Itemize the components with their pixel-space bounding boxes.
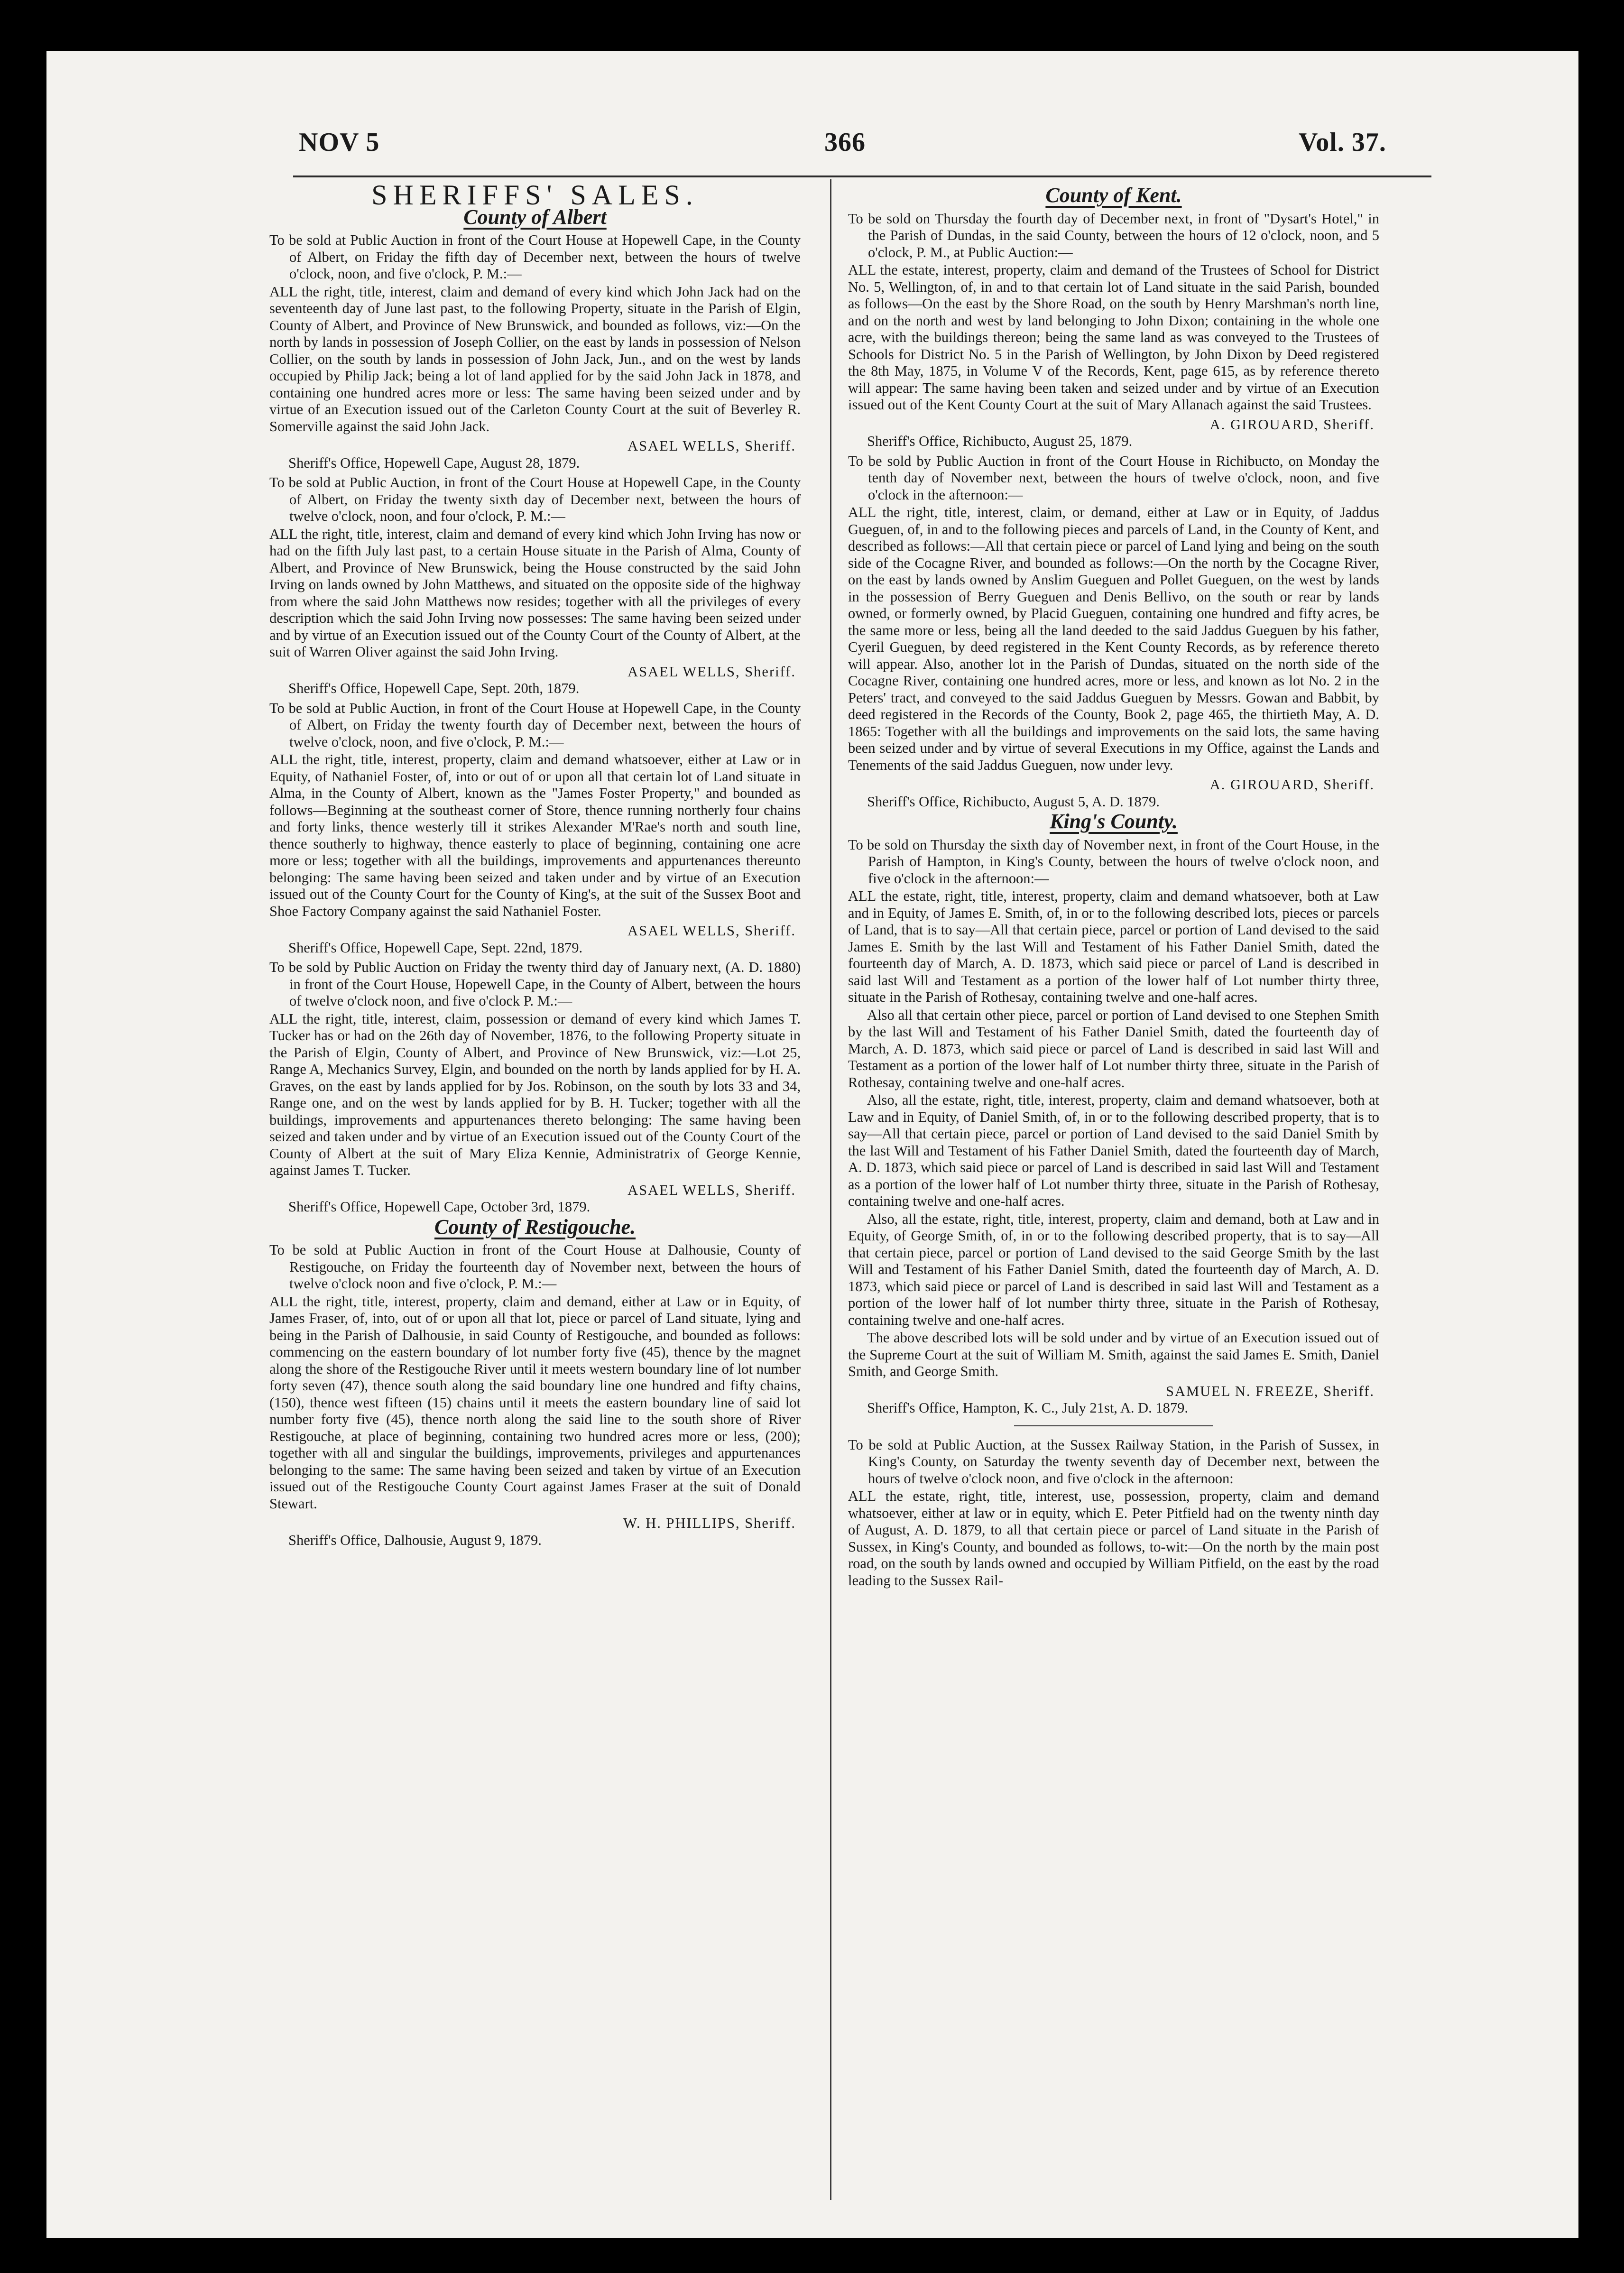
notice-intro: To be sold on Thursday the fourth day of December next, in front of "Dysart's Hotel," in the Parish of Dundas, in the said County, between the hours of 12 o'clock, noon, and 5 o'clock, P. M., at Public Auction:—: [848, 210, 1379, 260]
county-heading-kent: County of Kent.: [1045, 184, 1182, 207]
notice-intro: To be sold at Public Auction, in front of the Court House at Hopewell Cape, in the County of Albert, on Friday the twenty fourth day of December next, between the hours of twelve o'clock, noon, and five o'clock, P. M.:—: [269, 700, 801, 750]
sheriff-signature: ASAEL WELLS, Sheriff.: [627, 438, 796, 454]
left-column: [269, 184, 801, 2209]
notice-body: ALL the right, title, interest, claim, or demand, either at Law or in Equity, of Jaddus Gueguen, of, in and to the following pieces and parcels of Land, in the County of Kent, and described as follows:—All that certain piece or parcel of Land lying and being on the south side of the Cocagne River, and bounded as follows:—On the north by the Cocagne River, on the east by lands owned by Anslim Gueguen and Pollet Gueguen, on the west by lands in the possession of Berry Gueguen and Denis Bellivo, on the south or rear by lands owned, or formerly owned, by Placid Gueguen, containing one hundred and fifty acres, be the same more or less, being all the land deeded to the said Jaddus Gueguen by his father, Cyeril Gueguen, by deed registered in the Kent County Records, as by reference thereto will appear. Also, another lot in the Parish of Dundas, situated on the north side of the Cocagne River, containing one hundred acres, more or less, and known as lot No. 2 in the Peters' tract, and conveyed to the said Jaddus Gueguen by Messrs. Gowan and Babbit, by deed registered in the Records of the County, Book 2, page 465, the thirtieth May, A. D. 1865: Together with all the buildings and improvements on the said lots, the same having been seized under and by virtue of several Executions in my Office, against the Lands and Tenements of the said Jaddus Gueguen, now under levy.: [848, 504, 1379, 773]
notice-intro: To be sold at Public Auction, at the Sussex Railway Station, in the Parish of Sussex, in King's County, on Saturday the twenty seventh day of December next, between the hours of twelve o'clock noon, and five o'clock in the afternoon:: [848, 1436, 1379, 1487]
right-column: [848, 184, 1379, 2209]
notice-body: Also, all the estate, right, title, interest, property, claim and demand, both at Law and in Equity, of George Smith, of, in or to the following described property, that is to say—All that certain piece, parcel or portion of Land devised to the said George Smith by the last Will and Testament of his Father Daniel Smith, dated the fourteenth day of March, A. D. 1873, which said piece or parcel of Land is described in said last Will and Testament as a portion of the lower half of lot number thirty three, situate in the Parish of Rothesay, containing twelve and one-half acres.: [848, 1210, 1379, 1328]
notice-body: The above described lots will be sold under and by virtue of an Execution issued out of the Supreme Court at the suit of William M. Smith, against the said James E. Smith, Daniel Smith, and George Smith.: [848, 1330, 1379, 1379]
sheriff-office-line: Sheriff's Office, Richibucto, August 25, 1879.: [867, 433, 1133, 449]
page-date: NOV 5: [299, 128, 380, 157]
notice-intro: To be sold by Public Auction on Friday the twenty third day of January next, (A. D. 1880) in front of the Court House, Hopewell Cape, in the County of Albert, between the hours of twelve o'clock noon, and five o'clock P. M.:—: [269, 959, 801, 1009]
volume-label: Vol. 37.: [1299, 128, 1386, 157]
notice-intro: To be sold on Thursday the sixth day of November next, in front of the Court House, in the Parish of Hampton, in King's County, between the hours of twelve o'clock noon, and five o'clock in the afternoon:—: [848, 836, 1379, 887]
notice-body: ALL the right, title, interest, claim and demand of every kind which John Irving has now or had on the fifth July last past, to a certain House situate in the Parish of Alma, County of Albert, and Province of New Brunswick, being the House constructed by the said John Irving on lands owned by John Matthews, and situated on the opposite side of the highway from where the said John Matthews now resides; together with all the privileges of every description which the said John Irving now possesses: The same having been seized under and by virtue of an Execution issued out of the County Court of the County of Albert, at the suit of Warren Oliver against the said John Irving.: [269, 526, 801, 660]
notice-body: ALL the estate, right, title, interest, property, claim and demand whatsoever, both at Law and in Equity, of James E. Smith, of, in or to the following described lots, pieces or parcels of Land, that is to say—All that certain piece, parcel or portion of Land devised to the said James E. Smith by the last Will and Testament of his Father Daniel Smith, dated the fourteenth day of March, A. D. 1873, which said piece or parcel of Land is described in said last Will and Testament as a portion of the lower half of Lot number thirty three, situate in the Parish of Rothesay, containing twelve and one-half acres.: [848, 888, 1379, 1005]
sheriff-office-line: Sheriff's Office, Hopewell Cape, Sept. 22nd, 1879.: [288, 939, 583, 956]
sheriff-signature: SAMUEL N. FREEZE, Sheriff.: [1165, 1383, 1375, 1399]
sheriff-signature: ASAEL WELLS, Sheriff.: [627, 663, 796, 680]
notice-body: Also all that certain other piece, parcel or portion of Land devised to one Stephen Smith by the last Will and Testament of his Father Daniel Smith, dated the fourteenth day of March, A. D. 1873, which said piece or parcel of Land is described in said last Will and Testament as a portion of the lower half of Lot number thirty three, situate in the Parish of Rothesay, containing twelve and one-half acres.: [848, 1007, 1379, 1090]
sheriff-signature: ASAEL WELLS, Sheriff.: [627, 1182, 796, 1198]
county-heading-albert: County of Albert: [463, 205, 607, 229]
sheriff-office-line: Sheriff's Office, Hopewell Cape, Sept. 20th, 1879.: [288, 680, 580, 696]
sheriff-office-line: Sheriff's Office, Hopewell Cape, October 3rd, 1879.: [288, 1199, 591, 1215]
sheriff-signature: A. GIROUARD, Sheriff.: [1209, 416, 1375, 433]
notice-body: ALL the right, title, interest, claim, possession or demand of every kind which James T. Tucker has or had on the 26th day of November, 1876, to the following Property situate in the Parish of Elgin, County of Albert, and Province of New Brunswick, viz:—Lot 25, Range A, Mechanics Survey, Elgin, and bounded on the north by lands applied for by H. A. Graves, on the east by lands applied for by Jos. Robinson, on the south by lots 33 and 34, Range one, and on the west by lands applied for by B. H. Tucker; together with all the buildings, improvements and appurtenances thereto belonging: The same having been seized and taken under and by virtue of an Execution issued out of the County Court of the County of Albert at the suit of Mary Eliza Kennie, Administratrix of George Kennie, against James T. Tucker.: [269, 1010, 801, 1178]
notice-intro: To be sold at Public Auction, in front of the Court House at Hopewell Cape, in the County of Albert, on Friday the twenty sixth day of December next, between the hours of twelve o'clock, noon, and four o'clock, P. M.:—: [269, 474, 801, 524]
notice-separator: [1014, 1425, 1213, 1426]
header-rule: [293, 176, 1431, 177]
notice-intro: To be sold at Public Auction in front of the Court House at Dalhousie, County of Restigouche, on Friday the fourteenth day of November next, between the hours of twelve o'clock noon and five o'clock, P. M.:—: [269, 1242, 801, 1292]
notice-intro: To be sold at Public Auction in front of the Court House at Hopewell Cape, in the County of Albert, on Friday the fifth day of December next, between the hours of twelve o'clock, noon, and five o'clock, P. M.:—: [269, 232, 801, 282]
newspaper-page: [46, 51, 1578, 2238]
sheriff-office-line: Sheriff's Office, Hopewell Cape, August 28, 1879.: [288, 454, 580, 471]
notice-body: ALL the estate, right, title, interest, use, possession, property, claim and demand whatsoever, either at law or in equity, which E. Peter Pitfield had on the twenty ninth day of August, A. D. 1879, to all that certain piece or parcel of Land situate in the Parish of Sussex, in King's County, and bounded as follows, to-wit:—On the north by the main post road, on the south by lands owned and occupied by William Pitfield, on the east by the road leading to the Sussex Rail-: [848, 1488, 1379, 1589]
county-heading-kings: King's County.: [1050, 810, 1178, 833]
notice-body: ALL the right, title, interest, claim and demand of every kind which John Jack had on the seventeenth day of June last past, to the following Property, situate in the Parish of Elgin, County of Albert, and Province of New Brunswick, and bounded as follows, viz:—On the north by lands in possession of Joseph Collier, on the east by lands in possession of Nelson Collier, on the south by lands in possession of John Jack, Jun., and on the west by lands occupied by Philip Jack; being a lot of land applied for by the said John Jack in 1878, and containing one hundred acres more or less: The same having been seized under and by virtue of an Execution issued out of the Carleton County Court at the suit of Beverley R. Somerville against the said John Jack.: [269, 283, 801, 434]
sheriff-signature: W. H. PHILLIPS, Sheriff.: [623, 1515, 796, 1531]
notice-body: ALL the estate, interest, property, claim and demand of the Trustees of School for District No. 5, Wellington, of, in and to that certain lot of Land situate in the said Parish, bounded as follows—On the east by the Shore Road, on the south by Henry Marshman's north line, and on the north and west by land belonging to John Dixon; containing in the whole one acre, with the buildings thereon; being the same land as was conveyed to the Trustees of Schools for District No. 5 in the Parish of Wellington, by John Dixon by Deed registered the 8th May, 1875, in Volume V of the Records, Kent, page 615, as by reference thereto will appear: The same having been taken and seized under and by virtue of an Execution issued out of the Kent County Court at the suit of Mary Allanach against the said Trustees.: [848, 262, 1379, 413]
county-heading-restigouche: County of Restigouche.: [434, 1215, 636, 1238]
page-number: 366: [824, 128, 866, 157]
sheriff-signature: A. GIROUARD, Sheriff.: [1209, 776, 1375, 793]
sheriff-signature: ASAEL WELLS, Sheriff.: [627, 923, 796, 939]
sheriff-office-line: Sheriff's Office, Hampton, K. C., July 21st, A. D. 1879.: [867, 1400, 1189, 1416]
notice-body: ALL the right, title, interest, property, claim and demand, either at Law or in Equity, of James Fraser, of, into, out of or upon all that lot, piece or parcel of Land situate, lying and being in the Parish of Dalhousie, in said County of Restigouche, and bounded as follows: commencing on the eastern boundary of lot number forty five (45), thence by the magnet along the shore of the Restigouche River until it meets western boundary line of lot number forty seven (47), thence south along the said boundary line one hundred and fifty chains, (150), thence west fifteen (15) chains until it meets the eastern boundary line of said lot number forty five (45), thence north along the said line to the south shore of River Restigouche, at place of beginning, containing two hundred acres more or less, (200); together with all and singular the buildings, improvements, privileges and appurtenances belonging to the same: The same having been seized and taken by virtue of an Execution issued out of the Restigouche County Court against James Fraser at the suit of Donald Stewart.: [269, 1293, 801, 1512]
sheriff-office-line: Sheriff's Office, Dalhousie, August 9, 1879.: [288, 1532, 542, 1548]
notice-body: ALL the right, title, interest, property, claim and demand whatsoever, either at Law or in Equity, of Nathaniel Foster, of, into or out of or upon all that certain lot of Land situate in Alma, in the County of Albert, known as the "James Foster Property," and bounded as follows—Beginning at the southeast corner of Store, thence running northerly four chains and forty links, thence westerly till it strikes Alexander M'Rae's north and south line, thence southerly to highway, thence easterly to place of beginning, containing one acre more or less; together with all the buildings, improvements and appurtenances thereunto belonging: The same having been seized and taken under and by virtue of an Execution issued out of the County Court for the County of King's, at the suit of the Sussex Boot and Shoe Factory Company against the said Nathaniel Foster.: [269, 751, 801, 919]
notice-intro: To be sold by Public Auction in front of the Court House in Richibucto, on Monday the tenth day of November next, between the hours of twelve o'clock, noon, and five o'clock in the afternoon:—: [848, 453, 1379, 503]
section-banner: SHERIFFS' SALES.: [371, 184, 699, 211]
column-divider: [830, 179, 831, 2200]
sheriff-office-line: Sheriff's Office, Richibucto, August 5, A. D. 1879.: [867, 793, 1160, 810]
notice-body: Also, all the estate, right, title, interest, property, claim and demand whatsoever, both at Law and in Equity, of Daniel Smith, of, in or to the following described property, that is to say—All that certain piece, parcel or portion of Land devised to the said Daniel Smith by the last Will and Testament of his Father Daniel Smith, dated the fourteenth day of March, A. D. 1873, which said piece or parcel of Land is described in said last Will and Testament as a portion of the lower half of Lot number thirty three, situate in the Parish of Rothesay, containing twelve and one-half acres.: [848, 1092, 1379, 1209]
